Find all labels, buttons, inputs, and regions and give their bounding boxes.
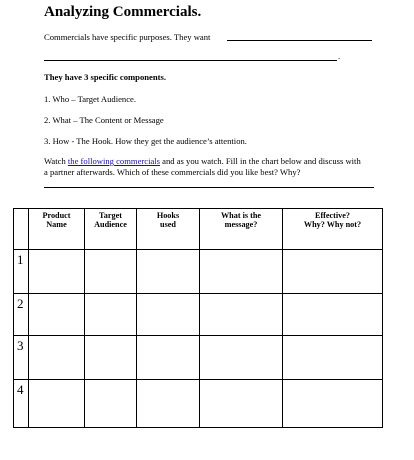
- cell-effective[interactable]: [283, 336, 383, 380]
- cell-target-audience[interactable]: [85, 294, 137, 336]
- cell-effective[interactable]: [283, 294, 383, 336]
- components-heading: They have 3 specific components.: [44, 72, 166, 82]
- page-title: Analyzing Commercials.: [44, 4, 202, 20]
- cell-hooks-used[interactable]: [137, 250, 200, 294]
- cell-product-name[interactable]: [29, 336, 85, 380]
- header-target-audience: Target Audience: [85, 209, 137, 250]
- intro-text: Commercials have specific purposes. They want: [44, 32, 211, 42]
- chart-header-row: [14, 209, 383, 250]
- row-number: 3: [14, 336, 29, 380]
- period: .: [338, 51, 341, 61]
- instructions-after-link: and as you watch. Fill in the chart below and discuss with: [160, 156, 361, 166]
- cell-target-audience[interactable]: [85, 380, 137, 428]
- row-number: 2: [14, 294, 29, 336]
- answer-blank-1: [227, 40, 372, 41]
- instructions-before-link: Watch: [44, 156, 68, 166]
- cell-message[interactable]: [200, 250, 283, 294]
- table-row: [14, 380, 383, 428]
- cell-target-audience[interactable]: [85, 250, 137, 294]
- row-number: 4: [14, 380, 29, 428]
- table-row: [14, 294, 383, 336]
- cell-effective[interactable]: [283, 380, 383, 428]
- cell-hooks-used[interactable]: [137, 294, 200, 336]
- row-number: 1: [14, 250, 29, 294]
- header-row-number: [14, 209, 29, 250]
- table-row: [14, 336, 383, 380]
- component-what: 2. What – The Content or Message: [44, 115, 164, 125]
- header-message: What is the message?: [200, 209, 283, 250]
- commercials-chart: [13, 208, 383, 428]
- cell-message[interactable]: [200, 380, 283, 428]
- cell-product-name[interactable]: [29, 380, 85, 428]
- cell-message[interactable]: [200, 336, 283, 380]
- instructions-line-1: [44, 156, 361, 166]
- header-product-name: Product Name: [29, 209, 85, 250]
- table-row: [14, 250, 383, 294]
- cell-product-name[interactable]: [29, 250, 85, 294]
- header-hooks-used: Hooks used: [137, 209, 200, 250]
- component-how: 3. How - The Hook. How they get the audience’s attention.: [44, 136, 247, 146]
- cell-target-audience[interactable]: [85, 336, 137, 380]
- commercials-link[interactable]: the following commercials: [67, 156, 161, 166]
- answer-blank-3: [44, 187, 374, 188]
- cell-message[interactable]: [200, 294, 283, 336]
- component-who: 1. Who – Target Audience.: [44, 94, 136, 104]
- instructions-line-2: a partner afterwards. Which of these commercials did you like best? Why?: [44, 167, 301, 177]
- answer-blank-2: [44, 60, 337, 61]
- cell-product-name[interactable]: [29, 294, 85, 336]
- header-effective: Effective? Why? Why not?: [283, 209, 383, 250]
- cell-hooks-used[interactable]: [137, 336, 200, 380]
- cell-hooks-used[interactable]: [137, 380, 200, 428]
- cell-effective[interactable]: [283, 250, 383, 294]
